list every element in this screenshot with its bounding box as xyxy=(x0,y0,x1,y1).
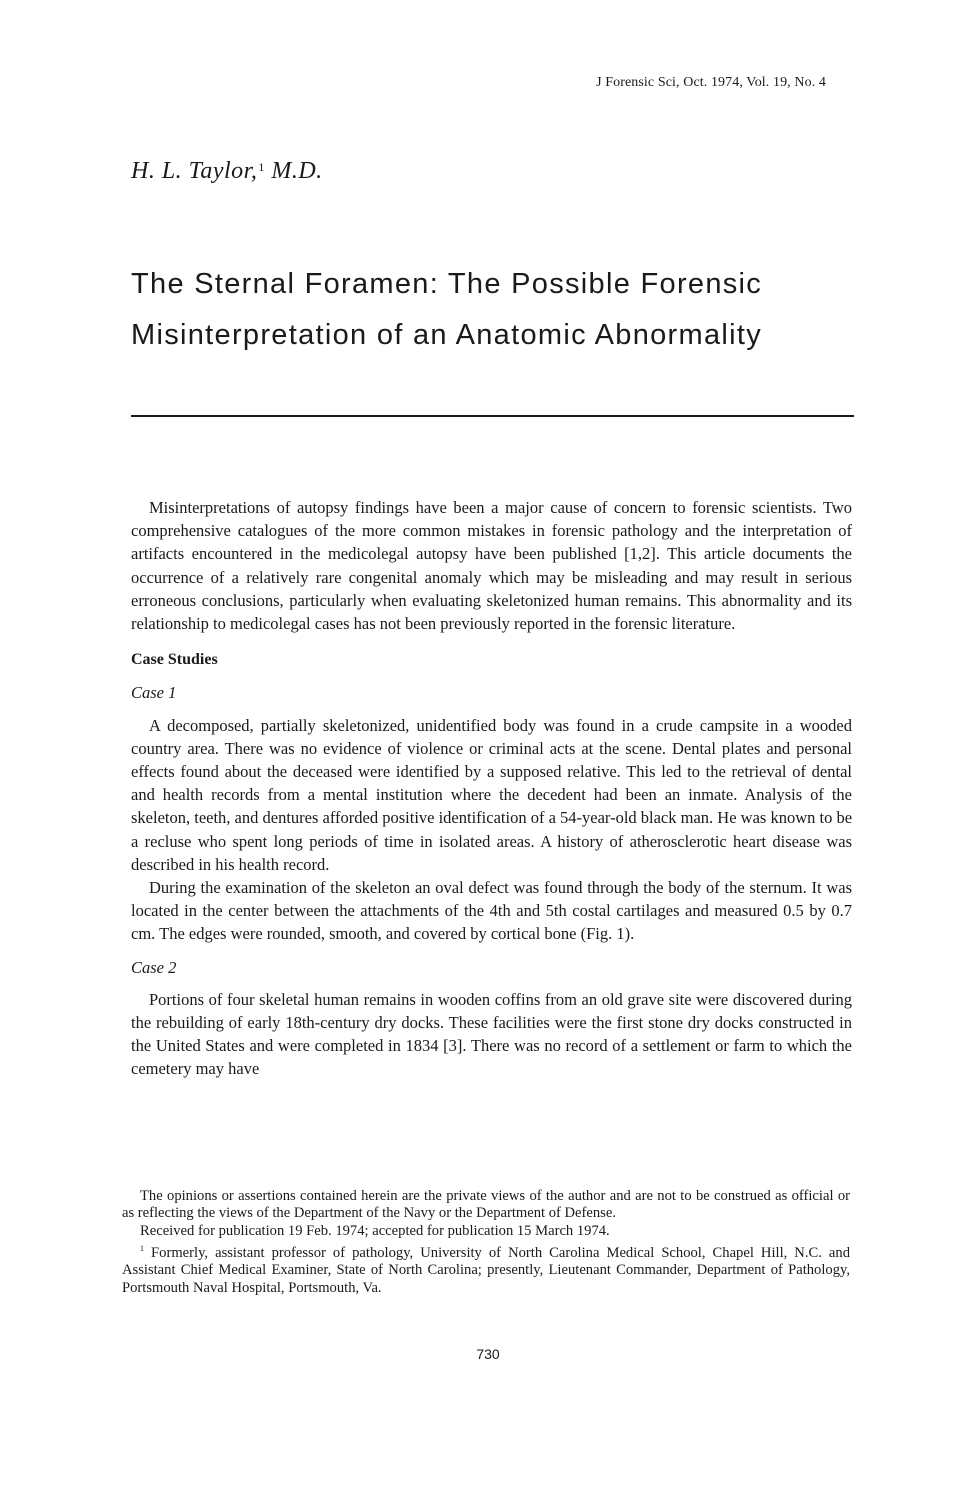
affiliation-text: Formerly, assistant professor of pathology, University of North Carolina Medical School, Chapel Hill, N.C. and Assistant Chief Medical Examiner, State of North Carolina; presently, Lieutenant Commander, Department of Pathology, Portsmouth Naval Hospital, Portsmouth, Va. xyxy=(122,1245,850,1296)
case-1-paragraph-1: A decomposed, partially skeletonized, unidentified body was found in a crude campsite in a wooded country area. There was no evidence of violence or criminal acts at the scene. Dental plates and personal effects found about the deceased were identified by a supposed relative. This led to the retrieval of dental and health records from a mental institution where the decedent had been an inmate. Analysis of the skeleton, teeth, and dentures afforded positive identification of a 54-year-old black man. He was known to be a recluse who spent long periods of time in isolated areas. A history of atherosclerotic heart disease was described in his health record. xyxy=(131,715,853,874)
intro-paragraph: Misinterpretations of autopsy findings have been a major cause of concern to forensic scientists. Two comprehensive catalogues of the more common mistakes in forensic pathology and the interpretation of artifacts encountered in the medicolegal autopsy have been published [1,2]. This article documents the occurrence of a relatively rare congenital anomaly which may be misleading and may result in serious erroneous conclusions, particularly when evaluating skeletonized human remains. This abnormality and its relationship to medicolegal cases has not been previously reported in the forensic literature. xyxy=(131,498,852,634)
case-2-paragraph-1: Portions of four skeletal human remains in wooden coffins from an old grave site were discovered during the rebuilding of early 18th-century dry docks. These facilities were the first stone dry docks constructed in the United States and were completed in 1834 [3]. There was no record of a settlement or farm to which the cemetery may have xyxy=(131,989,852,1079)
author-line xyxy=(131,158,323,185)
article-body xyxy=(131,496,852,1081)
case-1-paragraph-2: During the examination of the skeleton an oval defect was found through the body of the sternum. It was located in the center between the attachments of the 4th and 5th costal cartilages and measured 0.5 by 0.7 cm. The edges were rounded, smooth, and covered by cortical bone (Fig. 1). xyxy=(131,878,852,944)
title-line-1: The Sternal Foramen: The Possible Forensic xyxy=(131,268,763,300)
footnote-affiliation xyxy=(122,1240,850,1297)
case-2-heading: Case 2 xyxy=(131,957,177,977)
author-footnote-mark: 1 xyxy=(258,160,265,174)
author-degree: M.D. xyxy=(271,158,323,184)
section-heading-case-studies: Case Studies xyxy=(131,651,218,669)
author-name: H. L. Taylor, xyxy=(131,158,258,184)
journal-reference: J Forensic Sci, Oct. 1974, Vol. 19, No. 4 xyxy=(596,75,826,90)
title-line-2: Misinterpretation of an Anatomic Abnormality xyxy=(131,319,763,351)
affiliation-footnote-mark: 1 xyxy=(140,1244,144,1254)
case-1-heading: Case 1 xyxy=(131,683,177,703)
title-divider xyxy=(131,415,854,417)
footnotes xyxy=(122,1188,850,1297)
footnote-disclaimer: The opinions or assertions contained herein are the private views of the author and are not to be construed as official or as reflecting the views of the Department of the Navy or the Department of Defense. xyxy=(122,1188,850,1222)
page-number: 730 xyxy=(476,1346,500,1362)
footnote-received: Received for publication 19 Feb. 1974; accepted for publication 15 March 1974. xyxy=(140,1222,610,1239)
article-title xyxy=(131,259,891,361)
